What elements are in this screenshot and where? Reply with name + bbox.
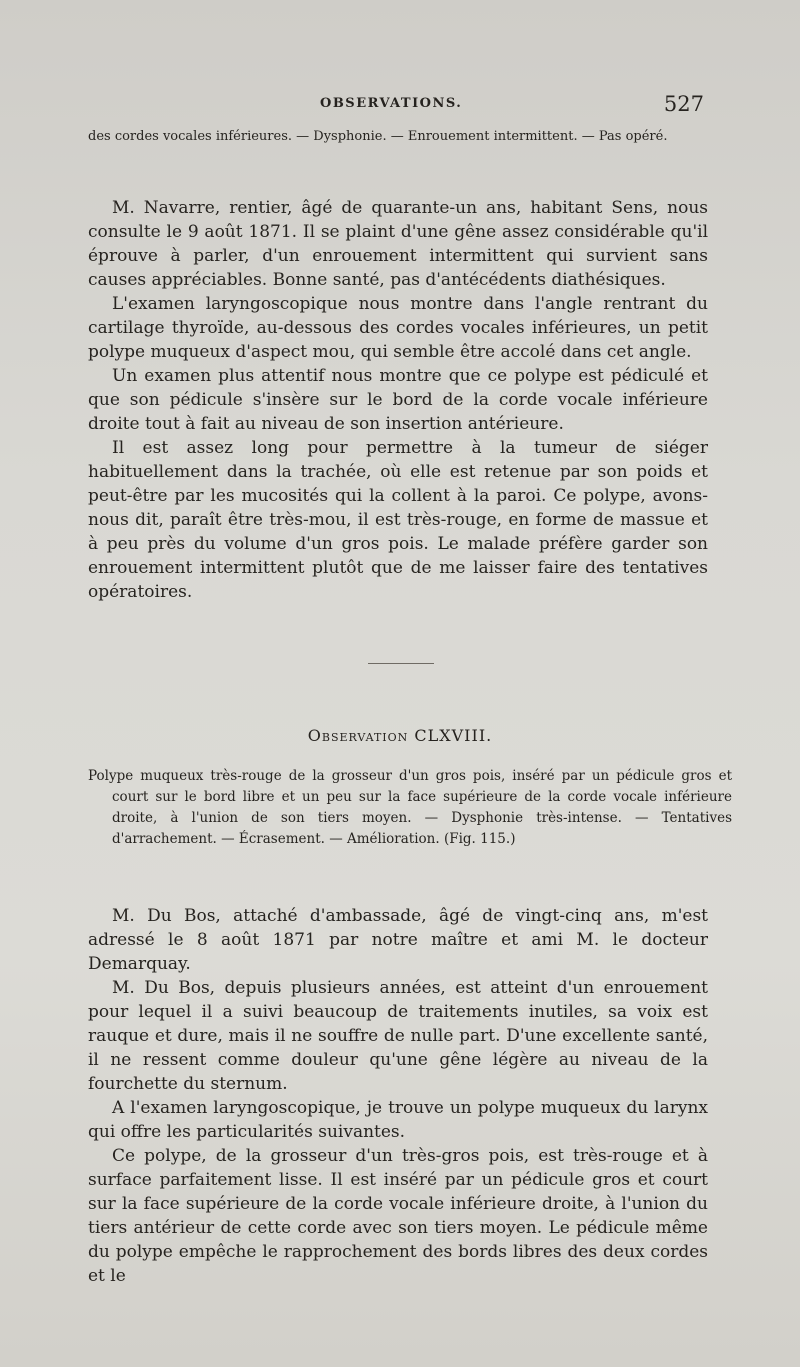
paragraph: M. Du Bos, attaché d'ambassade, âgé de vingt-cinq ans, m'est adressé le 8 août 1871 par notre maître et ami M. le docteur Demarquay. — [88, 906, 708, 974]
observation-summary: Polype muqueux très-rouge de la grosseur d'un gros pois, inséré par un pédicule gros et court sur le bord libre et un peu sur la face supérieure de la corde vocale inférieure droite, à l'union de son tiers moyen. — Dysphonie très-intense. — Tentatives d'arrachement. — Écrasement. — Amélioration. (Fig. 115.) — [88, 768, 732, 847]
observation-1-body — [88, 196, 708, 604]
paragraph: Il est assez long pour permettre à la tumeur de siéger habituellement dans la trachée, où elle est retenue par son poids et peut-être par les mucosités qui la collent à la paroi. Ce polype, avons-nous dit, paraît être très-mou, il est très-rouge, en forme de massue et à peu près du volume d'un gros pois. Le malade préfère garder son enrouement intermittent plutôt que de me laisser faire des tentatives opératoires. — [88, 438, 708, 602]
paragraph: M. Du Bos, depuis plusieurs années, est atteint d'un enrouement pour lequel il a suivi beaucoup de traitements inutiles, sa voix est rauque et dure, mais il ne souffre de nulle part. D'une excellente santé, il ne ressent comme douleur qu'une gêne légère au niveau de la fourchette du sternum. — [88, 978, 708, 1094]
running-head-title: OBSERVATIONS. — [320, 96, 463, 111]
observation-2-body — [88, 904, 708, 1288]
running-head — [0, 92, 800, 122]
paragraph: M. Navarre, rentier, âgé de quarante-un ans, habitant Sens, nous consulte le 9 août 1871. Il se plaint d'une gêne assez considérable qu'il éprouve à parler, d'un enrouement intermittent qui survient sans causes appréciables. Bonne santé, pas d'antécédents diathésiques. — [88, 198, 708, 290]
page-number: 527 — [663, 92, 704, 116]
paragraph: Ce polype, de la grosseur d'un très-gros pois, est très-rouge et à surface parfaitement lisse. Il est inséré par un pédicule gros et court sur la face supérieure de la corde vocale inférieure droite, à l'union du tiers antérieur de cette corde avec son tiers moyen. Le pédicule même du polype empêche le rapprochement des bords libres des deux cordes et le — [88, 1146, 708, 1286]
section-divider — [368, 663, 434, 664]
paragraph: A l'examen laryngoscopique, je trouve un polype muqueux du larynx qui offre les particularités suivantes. — [88, 1098, 708, 1142]
paragraph: Un examen plus attentif nous montre que ce polype est pédiculé et que son pédicule s'insère sur le bord de la corde vocale inférieure droite tout à fait au niveau de son insertion antérieure. — [88, 366, 708, 434]
continuation-text: des cordes vocales inférieures. — Dysphonie. — Enrouement intermittent. — Pas opéré. — [88, 129, 668, 144]
paragraph: L'examen laryngoscopique nous montre dans l'angle rentrant du cartilage thyroïde, au-dessous des cordes vocales inférieures, un petit polype muqueux d'aspect mou, qui semble être accolé dans cet angle. — [88, 294, 708, 362]
observation-heading: Observation CLXVIII. — [307, 726, 493, 745]
